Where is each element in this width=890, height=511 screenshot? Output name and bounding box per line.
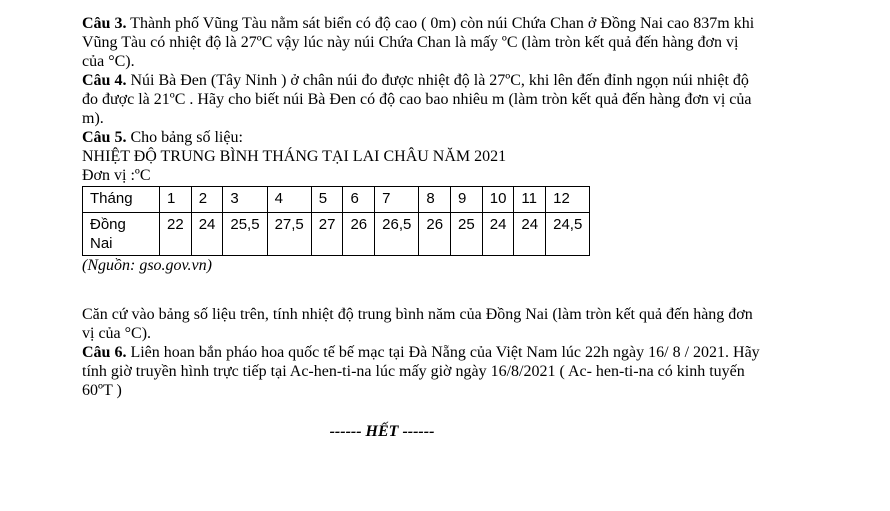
- month-cell: 5: [311, 187, 343, 213]
- question-4: [82, 71, 850, 128]
- table-row-months: [83, 187, 590, 213]
- month-cell: 7: [375, 187, 419, 213]
- q3-label: Câu 3.: [82, 15, 127, 32]
- temp-cell: 26,5: [375, 213, 419, 256]
- q3-line-2: Vũng Tàu có nhiệt độ là 27ºC vậy lúc này núi Chứa Chan là mấy ºC (làm tròn kết quả đến hàng đơn vị: [82, 34, 739, 51]
- q5-task-line-1: Căn cứ vào bảng số liệu trên, tính nhiệt độ trung bình năm của Đồng Nai (làm tròn kết quả đến hàng đơn: [82, 306, 753, 323]
- temperature-table: [82, 186, 590, 256]
- q3-line-3: của °C).: [82, 53, 135, 70]
- q4-label: Câu 4.: [82, 72, 127, 89]
- q6-line-1: [82, 343, 850, 362]
- q6-label: Câu 6.: [82, 344, 127, 361]
- question-5: [82, 128, 850, 343]
- month-cell: 12: [546, 187, 590, 213]
- month-cell: 9: [451, 187, 483, 213]
- q5-intro: Cho bảng số liệu:: [126, 129, 243, 146]
- table-unit: Đơn vị :ºC: [82, 167, 151, 184]
- temp-cell: 24: [482, 213, 514, 256]
- month-cell: 2: [191, 187, 223, 213]
- temp-cell: 24,5: [546, 213, 590, 256]
- q4-line-1: [82, 71, 850, 90]
- q5-task-line-2: vị của °C).: [82, 325, 152, 342]
- month-cell: 4: [267, 187, 311, 213]
- table-title: NHIỆT ĐỘ TRUNG BÌNH THÁNG TẠI LAI CHÂU NĂM 2021: [82, 148, 507, 165]
- row-header-dong-nai: Đồng Nai: [83, 213, 160, 256]
- end-marker: ------ HẾT ------: [329, 423, 435, 440]
- q4-line-2: đo được là 21ºC . Hãy cho biết núi Bà Đen có độ cao bao nhiêu m (làm tròn kết quả đến hàng đơn vị của: [82, 91, 752, 108]
- month-cell: 10: [482, 187, 514, 213]
- temp-cell: 25: [451, 213, 483, 256]
- q6-line-3: 60ºT ): [82, 382, 122, 399]
- q4-line-3: m).: [82, 110, 104, 127]
- month-cell: 6: [343, 187, 375, 213]
- temp-cell: 26: [419, 213, 451, 256]
- question-6: [82, 343, 850, 400]
- q3-text-1: Thành phố Vũng Tàu nằm sát biển có độ cao ( 0m) còn núi Chứa Chan ở Đồng Nai cao 837m khi: [126, 15, 755, 32]
- q5-line-1: [82, 128, 850, 147]
- temp-cell: 27: [311, 213, 343, 256]
- temp-cell: 24: [191, 213, 223, 256]
- question-3: [82, 14, 850, 71]
- exam-page: [82, 14, 850, 441]
- temp-cell: 25,5: [223, 213, 267, 256]
- month-cell: 11: [514, 187, 546, 213]
- month-cell: 1: [160, 187, 192, 213]
- spacer: [82, 275, 850, 305]
- q4-text-1: Núi Bà Đen (Tây Ninh ) ở chân núi đo được nhiệt độ là 27ºC, khi lên đến đỉnh ngọn núi nhiệt độ: [126, 72, 749, 89]
- temp-cell: 27,5: [267, 213, 311, 256]
- q6-line-2: tính giờ truyền hình trực tiếp tại Ac-hen-ti-na lúc mấy giờ ngày 16/8/2021 ( Ac- hen-ti-na có kinh tuyến: [82, 363, 745, 380]
- month-cell: 3: [223, 187, 267, 213]
- table-source: (Nguồn: gso.gov.vn): [82, 257, 212, 274]
- temp-cell: 24: [514, 213, 546, 256]
- temp-cell: 26: [343, 213, 375, 256]
- q5-label: Câu 5.: [82, 129, 127, 146]
- row-header-month: Tháng: [83, 187, 160, 213]
- temp-cell: 22: [160, 213, 192, 256]
- month-cell: 8: [419, 187, 451, 213]
- q3-line-1: [82, 14, 850, 33]
- table-row-temps: [83, 213, 590, 256]
- q6-text-1: Liên hoan bắn pháo hoa quốc tế bế mạc tại Đà Nẵng của Việt Nam lúc 22h ngày 16/ 8 / 2021. Hãy: [126, 344, 760, 361]
